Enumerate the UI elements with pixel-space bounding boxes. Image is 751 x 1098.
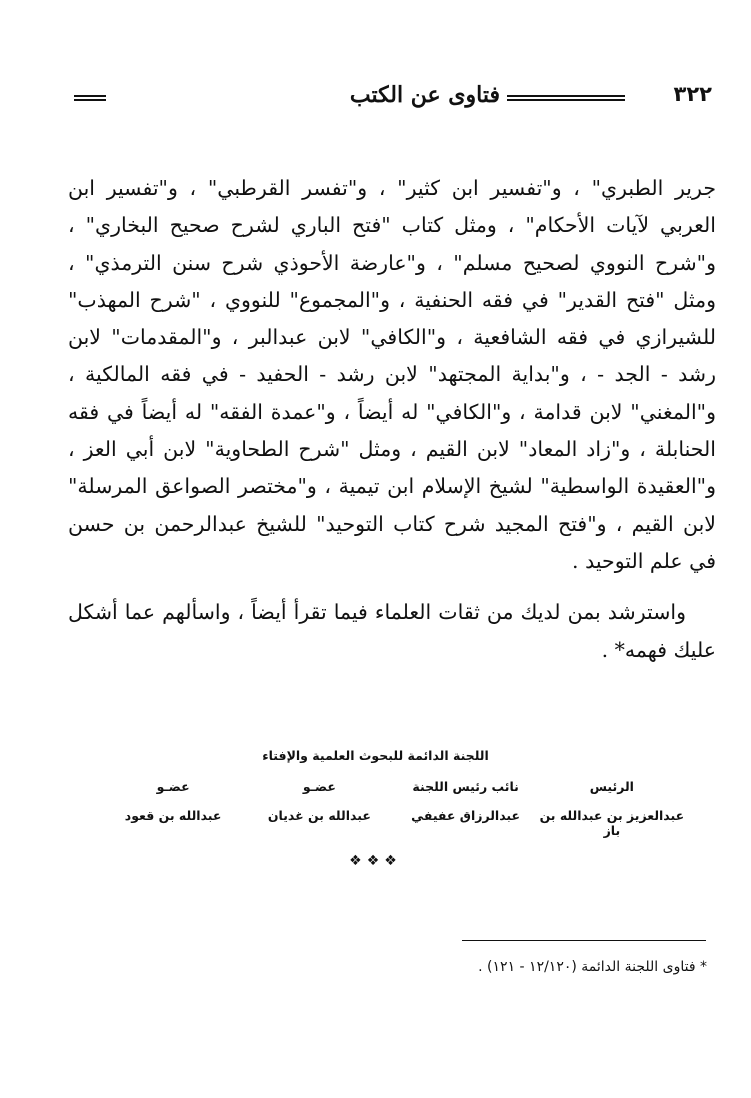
paragraph: جرير الطبري" ، و"تفسير ابن كثير" ، و"تفسر القرطبي" ، و"تفسير ابن العربي لآيات الأحكام" ، ومثل كتاب "فتح الباري لشرح صحيح البخاري" ، و"شرح النووي لصحيح مسلم" ، و"عارضة الأحوذي شرح سنن الترمذي" ، ومثل "فتح القدير" في فقه الحنفية ، و"المجموع" للنووي ، "شرح المهذب" للشيرازي في فقه الشافعية ، و"الكافي" لابن عبدالبر ، و"المقدمات" لابن رشد - الجد - ، و"بداية المجتهد" لابن رشد - الحفيد - في فقه المالكية ، و"المغني" لابن قدامة ، و"الكافي" له أيضاً ، و"عمدة الفقه" له أيضاً في فقه الحنابلة ، و"زاد المعاد" لابن القيم ، ومثل "شرح الطحاوية" لابن أبي العز ، و"العقيدة الواسطية" لشيخ الإسلام ابن تيمية ، و"مختصر الصواعق المرسلة" لابن القيم ، و"فتح المجيد شرح كتاب التوحيد" للشيخ عبدالرحمن بن حسن في علم التوحيد .: [68, 176, 716, 573]
signature-names: [100, 808, 685, 838]
signature-roles: [100, 779, 685, 794]
member-name: عبدالعزيز بن عبدالله بن باز: [539, 808, 685, 838]
page-number: ٣٢٢: [673, 82, 712, 106]
role-deputy: نائب رئيس اللجنة: [412, 779, 519, 794]
member-name: عبدالله بن قعود: [124, 808, 222, 823]
member-name: عبدالله بن غديان: [267, 808, 371, 823]
committee-name: اللجنة الدائمة للبحوث العلمية والإفتاء: [262, 748, 489, 763]
body-text: [68, 170, 716, 669]
header-rule: [507, 95, 625, 101]
role-chairman: الرئيس: [589, 779, 634, 794]
page-header: [70, 82, 712, 116]
role-member: عضـو: [156, 779, 190, 794]
header-rule-end: [74, 95, 106, 101]
footnote-divider: [462, 940, 706, 941]
member-name: عبدالرزاق عفيفي: [411, 808, 521, 823]
running-title: فتاوى عن الكتب: [349, 82, 500, 108]
role-member: عضـو: [302, 779, 336, 794]
section-ornament: ❖❖❖: [349, 853, 402, 869]
footnote: * فتاوى اللجنة الدائمة (١٢/١٢٠ - ١٢١) .: [478, 959, 707, 975]
paragraph: واسترشد بمن لديك من ثقات العلماء فيما تقرأ أيضاً ، واسألهم عما أشكل عليك فهمه* .: [68, 600, 716, 662]
